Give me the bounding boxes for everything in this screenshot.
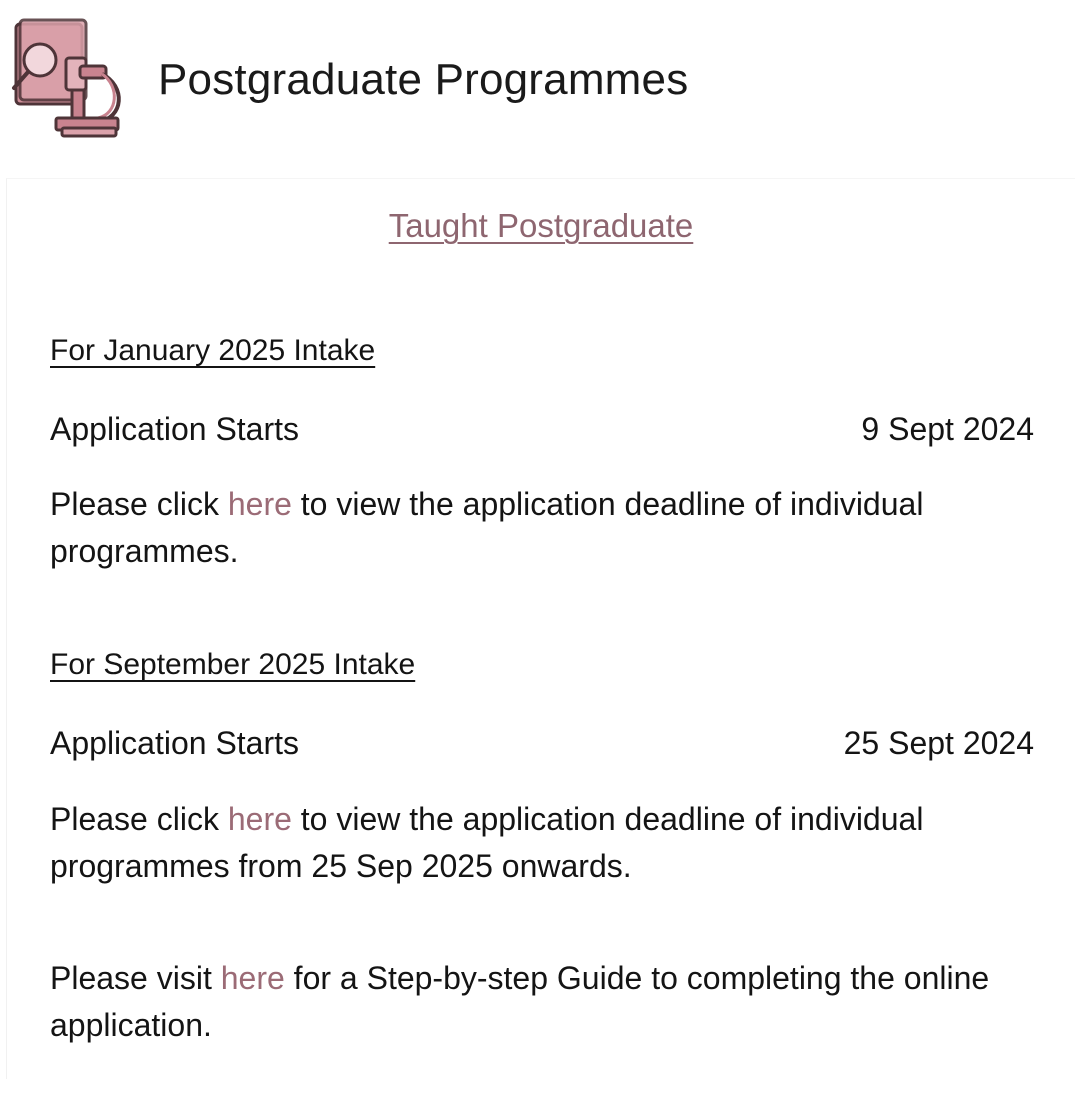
- deadline-info-text: [50, 796, 1050, 890]
- guide-text: [50, 955, 1050, 1049]
- guide-suffix: for a Step-by-step Guide to completing the online application.: [50, 960, 990, 1043]
- application-start-date: 9 Sept 2024: [861, 411, 1034, 447]
- january-intake-heading: For January 2025 Intake: [50, 334, 376, 367]
- deadline-here-link[interactable]: here: [227, 801, 292, 837]
- page-header: [0, 0, 1080, 160]
- microscope-document-icon: [6, 14, 130, 142]
- deadline-info-suffix: to view the application deadline of individual programmes.: [50, 486, 924, 569]
- deadline-here-link[interactable]: here: [227, 486, 292, 522]
- application-start-date: 25 Sept 2024: [843, 725, 1034, 761]
- deadline-info-prefix: Please click: [50, 801, 228, 837]
- september-intake-heading: For September 2025 Intake: [50, 648, 416, 681]
- application-start-label: Application Starts: [50, 725, 300, 761]
- guide-here-link[interactable]: here: [220, 960, 285, 996]
- application-start-label: Application Starts: [50, 411, 300, 447]
- deadline-info-prefix: Please click: [50, 486, 228, 522]
- deadline-info-text: [50, 481, 1050, 575]
- deadline-info-suffix: to view the application deadline of individual programmes from 25 Sep 2025 onwards.: [50, 801, 924, 884]
- page-title: Postgraduate Programmes: [158, 55, 689, 104]
- content-panel: [6, 178, 1075, 1079]
- guide-prefix: Please visit: [50, 960, 221, 996]
- taught-postgraduate-link[interactable]: Taught Postgraduate: [388, 207, 694, 244]
